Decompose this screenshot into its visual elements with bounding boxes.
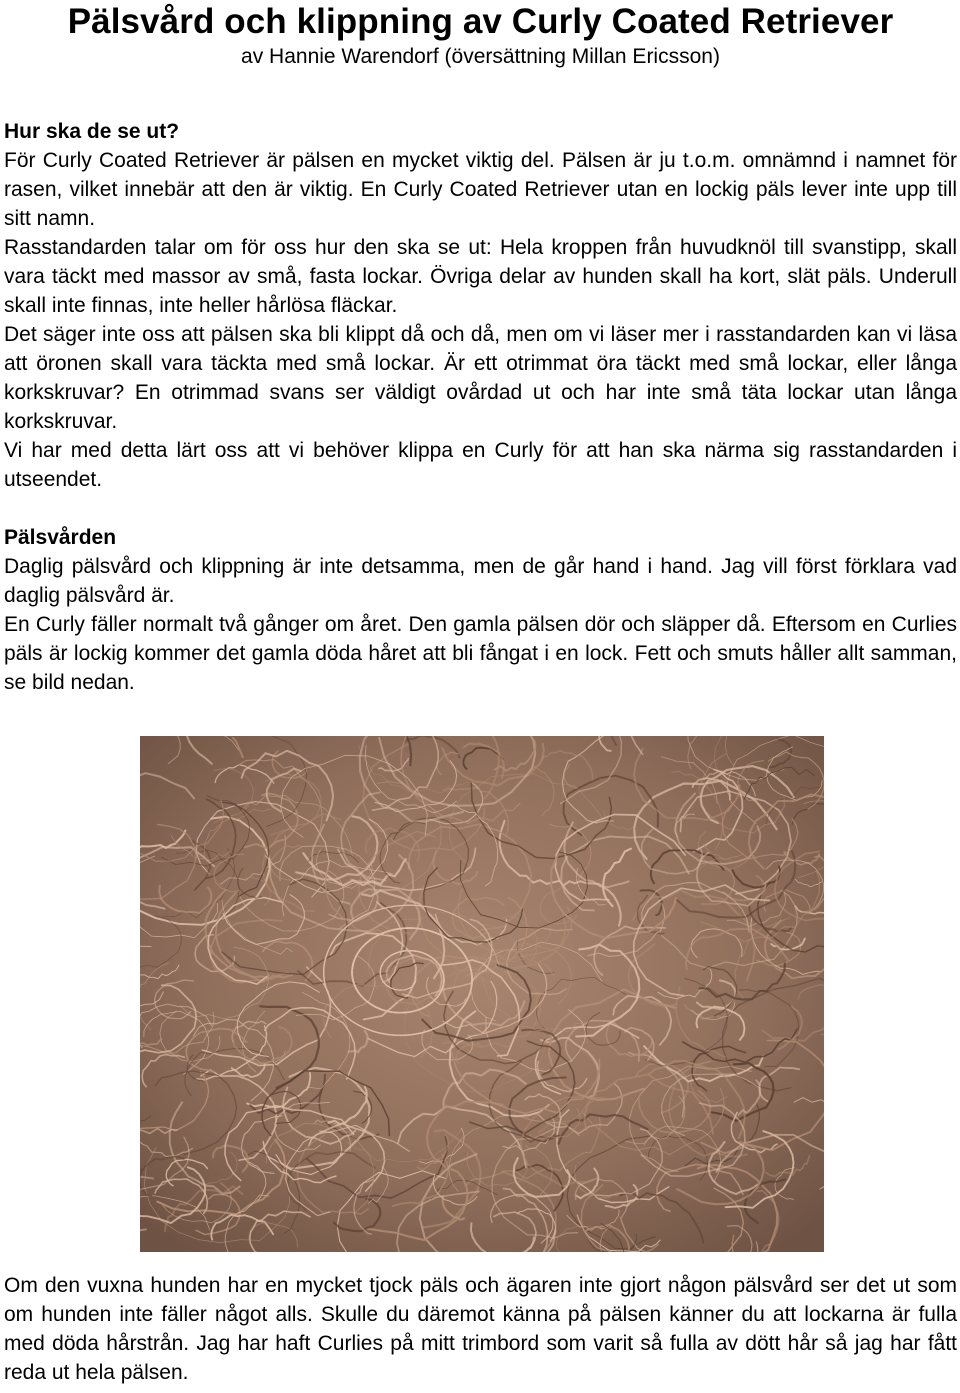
document-page: [4, 0, 957, 697]
paragraph: Om den vuxna hunden har en mycket tjock päls och ägaren inte gjort någon pälsvård ser det ut som om hunden inte fäller något alls. Skulle du däremot känna på pälsen känner du att lockarna är fulla med döda hårstrån. Jag har haft Curlies på mitt trimbord som varit så fulla av dött hår så jag har fått reda ut hela pälsen.: [4, 1274, 957, 1384]
document-subtitle: av Hannie Warendorf (översättning Millan Ericsson): [241, 45, 720, 68]
section-coat-care: [4, 523, 957, 697]
curly-coat-photo: [140, 736, 824, 1252]
paragraph: Rasstandarden talar om för oss hur den ska se ut: Hela kroppen från huvudknöl till svanstipp, skall vara täckt med massor av små, fasta lockar. Övriga delar av hunden skall ha kort, slät päls. Underull skall inte finnas, inte heller hårlösa fläckar.: [4, 236, 957, 317]
paragraph: För Curly Coated Retriever är pälsen en mycket viktig del. Pälsen är ju t.o.m. omnämnd i namnet för rasen, vilket innebär att den är viktig. En Curly Coated Retriever utan en lockig päls lever inte upp till sitt namn.: [4, 149, 957, 230]
document-title: Pälsvård och klippning av Curly Coated Retriever: [67, 2, 894, 41]
section-heading: Hur ska de se ut?: [4, 120, 180, 143]
paragraph: Daglig pälsvård och klippning är inte detsamma, men de går hand i hand. Jag vill först förklara vad daglig pälsvård är.: [4, 555, 957, 607]
closing-section: [4, 1271, 957, 1387]
paragraph: Det säger inte oss att pälsen ska bli klippt då och då, men om vi läser mer i rasstandarden kan vi läsa att öronen skall vara täckta med små lockar. Är ett otrimmat öra täckt med små lockar, eller långa korkskruvar? En otrimmad svans ser väldigt ovårdad ut och har inte små täta lockar utan långa korkskruvar.: [4, 323, 957, 433]
paragraph: Vi har med detta lärt oss att vi behöver klippa en Curly för att han ska närma sig rasstandarden i utseendet.: [4, 439, 957, 491]
section-heading: Pälsvården: [4, 526, 117, 549]
paragraph: En Curly fäller normalt två gånger om året. Den gamla pälsen dör och släpper då. Eftersom en Curlies päls är lockig kommer det gamla döda håret att bli fångat i en lock. Fett och smuts håller allt samman, se bild nedan.: [4, 613, 957, 694]
section-appearance: [4, 117, 957, 494]
curly-hair-image: [140, 736, 824, 1252]
